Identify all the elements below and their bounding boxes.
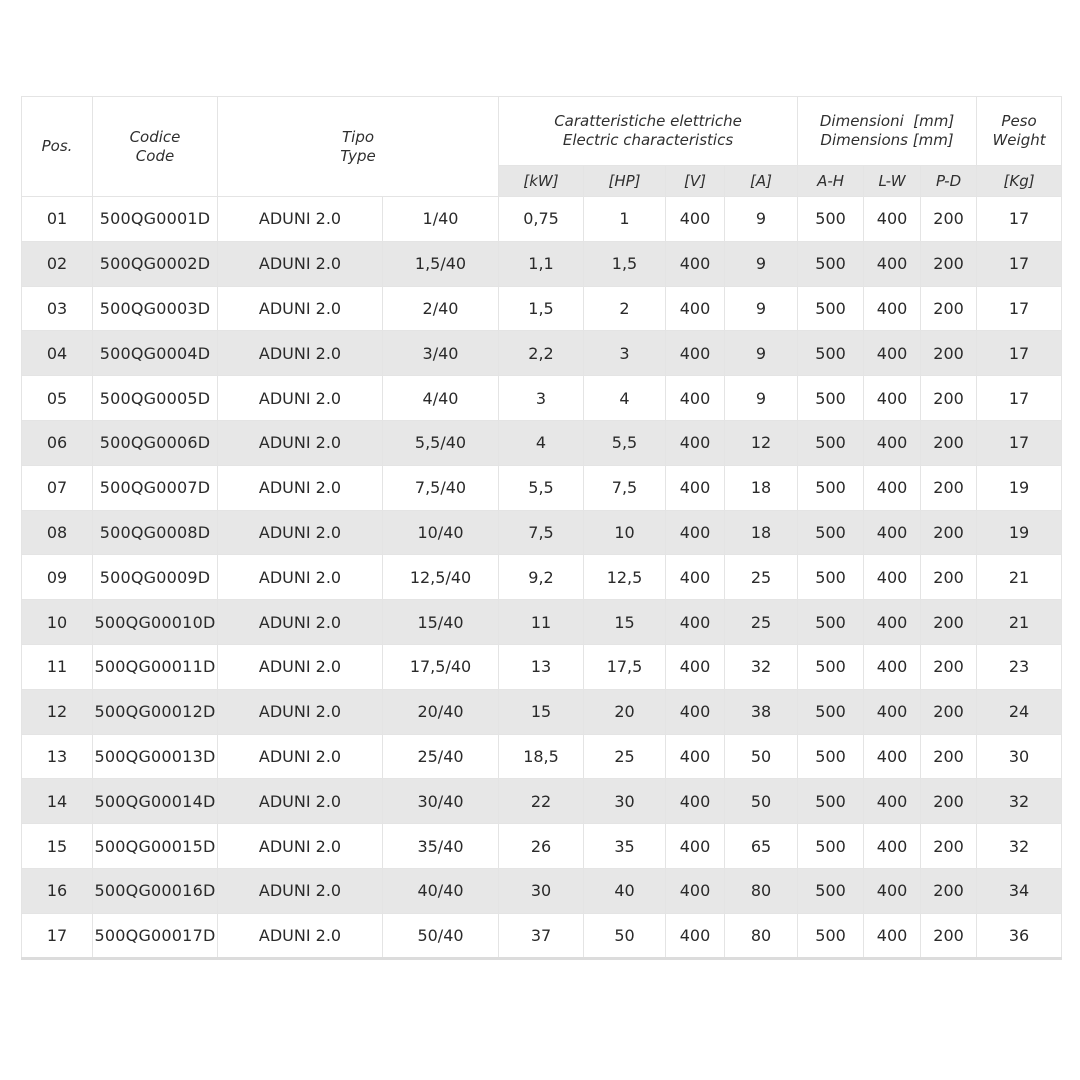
cell-a: 9 bbox=[725, 331, 798, 376]
cell-v: 400 bbox=[666, 779, 725, 824]
table-row bbox=[22, 331, 1062, 376]
cell-v: 400 bbox=[666, 510, 725, 555]
header-electric bbox=[499, 97, 798, 166]
cell-model: ADUNI 2.0 bbox=[218, 868, 383, 913]
header-code-en: Code bbox=[135, 146, 175, 165]
cell-code: 500QG0009D bbox=[93, 555, 218, 600]
cell-type: 7,5/40 bbox=[383, 465, 499, 510]
cell-type: 10/40 bbox=[383, 510, 499, 555]
cell-type: 20/40 bbox=[383, 689, 499, 734]
cell-pos: 01 bbox=[22, 197, 93, 242]
cell-a: 50 bbox=[725, 779, 798, 824]
cell-pos: 10 bbox=[22, 600, 93, 645]
cell-lw: 400 bbox=[864, 286, 921, 331]
table-row bbox=[22, 420, 1062, 465]
cell-v: 400 bbox=[666, 868, 725, 913]
cell-model: ADUNI 2.0 bbox=[218, 376, 383, 421]
cell-ah: 500 bbox=[798, 689, 864, 734]
cell-kg: 17 bbox=[977, 420, 1062, 465]
cell-model: ADUNI 2.0 bbox=[218, 286, 383, 331]
table-row bbox=[22, 465, 1062, 510]
cell-model: ADUNI 2.0 bbox=[218, 555, 383, 600]
cell-pd: 200 bbox=[921, 600, 977, 645]
cell-kw: 3 bbox=[499, 376, 584, 421]
cell-kg: 19 bbox=[977, 510, 1062, 555]
cell-a: 65 bbox=[725, 824, 798, 869]
header-code bbox=[93, 97, 218, 197]
cell-hp: 1,5 bbox=[584, 241, 666, 286]
cell-pos: 13 bbox=[22, 734, 93, 779]
cell-code: 500QG00013D bbox=[93, 734, 218, 779]
unit-a: [A] bbox=[725, 166, 798, 197]
header-code-it: Codice bbox=[129, 127, 181, 146]
cell-code: 500QG0004D bbox=[93, 331, 218, 376]
cell-a: 80 bbox=[725, 913, 798, 958]
cell-a: 80 bbox=[725, 868, 798, 913]
cell-pd: 200 bbox=[921, 689, 977, 734]
cell-lw: 400 bbox=[864, 913, 921, 958]
cell-pos: 16 bbox=[22, 868, 93, 913]
cell-model: ADUNI 2.0 bbox=[218, 779, 383, 824]
cell-lw: 400 bbox=[864, 420, 921, 465]
header-dimensions bbox=[798, 97, 977, 166]
cell-pd: 200 bbox=[921, 420, 977, 465]
cell-pd: 200 bbox=[921, 331, 977, 376]
cell-kw: 2,2 bbox=[499, 331, 584, 376]
cell-a: 38 bbox=[725, 689, 798, 734]
cell-ah: 500 bbox=[798, 913, 864, 958]
cell-lw: 400 bbox=[864, 689, 921, 734]
header-row-titles bbox=[22, 97, 1062, 166]
cell-pd: 200 bbox=[921, 913, 977, 958]
cell-pos: 17 bbox=[22, 913, 93, 958]
cell-hp: 1 bbox=[584, 197, 666, 242]
cell-v: 400 bbox=[666, 734, 725, 779]
header-weight-it: Peso bbox=[1001, 112, 1037, 130]
cell-ah: 500 bbox=[798, 420, 864, 465]
cell-model: ADUNI 2.0 bbox=[218, 331, 383, 376]
cell-lw: 400 bbox=[864, 376, 921, 421]
cell-kw: 26 bbox=[499, 824, 584, 869]
cell-kg: 21 bbox=[977, 555, 1062, 600]
cell-lw: 400 bbox=[864, 241, 921, 286]
cell-hp: 2 bbox=[584, 286, 666, 331]
cell-type: 2/40 bbox=[383, 286, 499, 331]
cell-kg: 17 bbox=[977, 241, 1062, 286]
cell-hp: 25 bbox=[584, 734, 666, 779]
cell-ah: 500 bbox=[798, 824, 864, 869]
cell-hp: 20 bbox=[584, 689, 666, 734]
cell-code: 500QG0007D bbox=[93, 465, 218, 510]
cell-kg: 32 bbox=[977, 824, 1062, 869]
cell-ah: 500 bbox=[798, 868, 864, 913]
cell-model: ADUNI 2.0 bbox=[218, 197, 383, 242]
cell-kg: 17 bbox=[977, 286, 1062, 331]
cell-v: 400 bbox=[666, 331, 725, 376]
cell-code: 500QG0008D bbox=[93, 510, 218, 555]
cell-pd: 200 bbox=[921, 734, 977, 779]
cell-kw: 0,75 bbox=[499, 197, 584, 242]
cell-kg: 36 bbox=[977, 913, 1062, 958]
cell-ah: 500 bbox=[798, 600, 864, 645]
header-electric-en: Electric characteristics bbox=[562, 131, 734, 149]
table-row bbox=[22, 689, 1062, 734]
cell-model: ADUNI 2.0 bbox=[218, 913, 383, 958]
cell-hp: 7,5 bbox=[584, 465, 666, 510]
cell-kw: 37 bbox=[499, 913, 584, 958]
header-dimensions-en: Dimensions [mm] bbox=[820, 131, 954, 149]
cell-kg: 32 bbox=[977, 779, 1062, 824]
cell-pos: 03 bbox=[22, 286, 93, 331]
cell-lw: 400 bbox=[864, 824, 921, 869]
cell-model: ADUNI 2.0 bbox=[218, 824, 383, 869]
cell-type: 25/40 bbox=[383, 734, 499, 779]
cell-kg: 19 bbox=[977, 465, 1062, 510]
cell-code: 500QG00010D bbox=[93, 600, 218, 645]
cell-v: 400 bbox=[666, 644, 725, 689]
cell-pd: 200 bbox=[921, 644, 977, 689]
cell-ah: 500 bbox=[798, 644, 864, 689]
cell-pos: 14 bbox=[22, 779, 93, 824]
cell-kw: 18,5 bbox=[499, 734, 584, 779]
cell-lw: 400 bbox=[864, 600, 921, 645]
cell-code: 500QG0005D bbox=[93, 376, 218, 421]
header-dimensions-it: Dimensioni [mm] bbox=[819, 112, 955, 130]
cell-hp: 12,5 bbox=[584, 555, 666, 600]
cell-model: ADUNI 2.0 bbox=[218, 465, 383, 510]
cell-type: 15/40 bbox=[383, 600, 499, 645]
cell-a: 18 bbox=[725, 465, 798, 510]
cell-v: 400 bbox=[666, 600, 725, 645]
cell-kg: 23 bbox=[977, 644, 1062, 689]
cell-pd: 200 bbox=[921, 465, 977, 510]
table-row bbox=[22, 644, 1062, 689]
cell-kw: 30 bbox=[499, 868, 584, 913]
table-row bbox=[22, 510, 1062, 555]
cell-pd: 200 bbox=[921, 555, 977, 600]
cell-ah: 500 bbox=[798, 465, 864, 510]
cell-code: 500QG00014D bbox=[93, 779, 218, 824]
cell-pos: 12 bbox=[22, 689, 93, 734]
header-electric-it: Caratteristiche elettriche bbox=[554, 112, 742, 130]
cell-hp: 17,5 bbox=[584, 644, 666, 689]
cell-lw: 400 bbox=[864, 779, 921, 824]
cell-a: 50 bbox=[725, 734, 798, 779]
cell-a: 32 bbox=[725, 644, 798, 689]
table-row bbox=[22, 286, 1062, 331]
cell-code: 500QG00016D bbox=[93, 868, 218, 913]
cell-kg: 21 bbox=[977, 600, 1062, 645]
unit-kg: [Kg] bbox=[977, 166, 1062, 197]
cell-code: 500QG0001D bbox=[93, 197, 218, 242]
header-type-it: Tipo bbox=[341, 127, 375, 146]
table-row bbox=[22, 824, 1062, 869]
cell-hp: 3 bbox=[584, 331, 666, 376]
cell-code: 500QG00015D bbox=[93, 824, 218, 869]
unit-kw: [kW] bbox=[499, 166, 584, 197]
cell-pos: 09 bbox=[22, 555, 93, 600]
cell-kw: 9,2 bbox=[499, 555, 584, 600]
cell-a: 18 bbox=[725, 510, 798, 555]
cell-lw: 400 bbox=[864, 555, 921, 600]
cell-a: 12 bbox=[725, 420, 798, 465]
cell-pd: 200 bbox=[921, 286, 977, 331]
cell-pd: 200 bbox=[921, 779, 977, 824]
cell-lw: 400 bbox=[864, 644, 921, 689]
table-header bbox=[22, 97, 1062, 197]
cell-a: 9 bbox=[725, 286, 798, 331]
cell-type: 1/40 bbox=[383, 197, 499, 242]
cell-pd: 200 bbox=[921, 241, 977, 286]
cell-hp: 4 bbox=[584, 376, 666, 421]
cell-pos: 11 bbox=[22, 644, 93, 689]
cell-ah: 500 bbox=[798, 286, 864, 331]
cell-kw: 1,1 bbox=[499, 241, 584, 286]
header-type-en: Type bbox=[340, 146, 376, 165]
cell-kw: 1,5 bbox=[499, 286, 584, 331]
cell-type: 5,5/40 bbox=[383, 420, 499, 465]
table-row bbox=[22, 913, 1062, 958]
cell-hp: 50 bbox=[584, 913, 666, 958]
cell-pos: 06 bbox=[22, 420, 93, 465]
cell-type: 12,5/40 bbox=[383, 555, 499, 600]
cell-lw: 400 bbox=[864, 331, 921, 376]
table-row bbox=[22, 600, 1062, 645]
unit-pd: P-D bbox=[921, 166, 977, 197]
cell-pd: 200 bbox=[921, 376, 977, 421]
cell-a: 25 bbox=[725, 555, 798, 600]
cell-type: 35/40 bbox=[383, 824, 499, 869]
cell-type: 1,5/40 bbox=[383, 241, 499, 286]
cell-hp: 35 bbox=[584, 824, 666, 869]
cell-v: 400 bbox=[666, 824, 725, 869]
cell-pd: 200 bbox=[921, 510, 977, 555]
cell-type: 3/40 bbox=[383, 331, 499, 376]
cell-kw: 15 bbox=[499, 689, 584, 734]
cell-type: 4/40 bbox=[383, 376, 499, 421]
cell-ah: 500 bbox=[798, 241, 864, 286]
cell-v: 400 bbox=[666, 241, 725, 286]
cell-ah: 500 bbox=[798, 510, 864, 555]
cell-lw: 400 bbox=[864, 197, 921, 242]
cell-lw: 400 bbox=[864, 734, 921, 779]
cell-code: 500QG00012D bbox=[93, 689, 218, 734]
cell-type: 40/40 bbox=[383, 868, 499, 913]
cell-kg: 17 bbox=[977, 331, 1062, 376]
cell-kw: 7,5 bbox=[499, 510, 584, 555]
cell-v: 400 bbox=[666, 376, 725, 421]
cell-kw: 5,5 bbox=[499, 465, 584, 510]
cell-ah: 500 bbox=[798, 197, 864, 242]
header-type bbox=[218, 97, 499, 197]
cell-v: 400 bbox=[666, 286, 725, 331]
cell-pos: 08 bbox=[22, 510, 93, 555]
cell-pos: 05 bbox=[22, 376, 93, 421]
spec-table bbox=[21, 96, 1062, 960]
cell-code: 500QG00011D bbox=[93, 644, 218, 689]
cell-ah: 500 bbox=[798, 734, 864, 779]
cell-lw: 400 bbox=[864, 510, 921, 555]
cell-hp: 15 bbox=[584, 600, 666, 645]
cell-ah: 500 bbox=[798, 331, 864, 376]
header-weight bbox=[977, 97, 1062, 166]
table-row bbox=[22, 734, 1062, 779]
unit-lw: L-W bbox=[864, 166, 921, 197]
cell-model: ADUNI 2.0 bbox=[218, 734, 383, 779]
cell-kw: 13 bbox=[499, 644, 584, 689]
cell-model: ADUNI 2.0 bbox=[218, 644, 383, 689]
cell-model: ADUNI 2.0 bbox=[218, 241, 383, 286]
cell-code: 500QG0002D bbox=[93, 241, 218, 286]
cell-code: 500QG0003D bbox=[93, 286, 218, 331]
cell-ah: 500 bbox=[798, 376, 864, 421]
cell-hp: 40 bbox=[584, 868, 666, 913]
cell-type: 17,5/40 bbox=[383, 644, 499, 689]
cell-hp: 5,5 bbox=[584, 420, 666, 465]
cell-ah: 500 bbox=[798, 779, 864, 824]
cell-type: 50/40 bbox=[383, 913, 499, 958]
cell-pd: 200 bbox=[921, 197, 977, 242]
unit-v: [V] bbox=[666, 166, 725, 197]
cell-lw: 400 bbox=[864, 465, 921, 510]
table-body bbox=[22, 197, 1062, 959]
cell-pos: 04 bbox=[22, 331, 93, 376]
table-row bbox=[22, 376, 1062, 421]
cell-kg: 17 bbox=[977, 376, 1062, 421]
table-row bbox=[22, 555, 1062, 600]
cell-kg: 24 bbox=[977, 689, 1062, 734]
table-row bbox=[22, 197, 1062, 242]
table-row bbox=[22, 868, 1062, 913]
unit-hp: [HP] bbox=[584, 166, 666, 197]
cell-a: 9 bbox=[725, 376, 798, 421]
cell-pos: 15 bbox=[22, 824, 93, 869]
unit-ah: A-H bbox=[798, 166, 864, 197]
table-row bbox=[22, 779, 1062, 824]
cell-v: 400 bbox=[666, 689, 725, 734]
cell-model: ADUNI 2.0 bbox=[218, 689, 383, 734]
cell-kw: 4 bbox=[499, 420, 584, 465]
cell-code: 500QG0006D bbox=[93, 420, 218, 465]
cell-pd: 200 bbox=[921, 824, 977, 869]
cell-ah: 500 bbox=[798, 555, 864, 600]
header-pos: Pos. bbox=[22, 97, 93, 197]
cell-kg: 34 bbox=[977, 868, 1062, 913]
cell-v: 400 bbox=[666, 555, 725, 600]
cell-type: 30/40 bbox=[383, 779, 499, 824]
cell-code: 500QG00017D bbox=[93, 913, 218, 958]
cell-model: ADUNI 2.0 bbox=[218, 600, 383, 645]
cell-kg: 17 bbox=[977, 197, 1062, 242]
cell-a: 9 bbox=[725, 241, 798, 286]
cell-v: 400 bbox=[666, 465, 725, 510]
cell-lw: 400 bbox=[864, 868, 921, 913]
cell-v: 400 bbox=[666, 913, 725, 958]
cell-pd: 200 bbox=[921, 868, 977, 913]
cell-model: ADUNI 2.0 bbox=[218, 420, 383, 465]
cell-kg: 30 bbox=[977, 734, 1062, 779]
cell-hp: 30 bbox=[584, 779, 666, 824]
cell-v: 400 bbox=[666, 420, 725, 465]
header-weight-en: Weight bbox=[992, 131, 1046, 149]
cell-hp: 10 bbox=[584, 510, 666, 555]
table-row bbox=[22, 241, 1062, 286]
cell-kw: 22 bbox=[499, 779, 584, 824]
cell-pos: 02 bbox=[22, 241, 93, 286]
cell-a: 9 bbox=[725, 197, 798, 242]
cell-pos: 07 bbox=[22, 465, 93, 510]
cell-kw: 11 bbox=[499, 600, 584, 645]
cell-v: 400 bbox=[666, 197, 725, 242]
cell-a: 25 bbox=[725, 600, 798, 645]
cell-model: ADUNI 2.0 bbox=[218, 510, 383, 555]
